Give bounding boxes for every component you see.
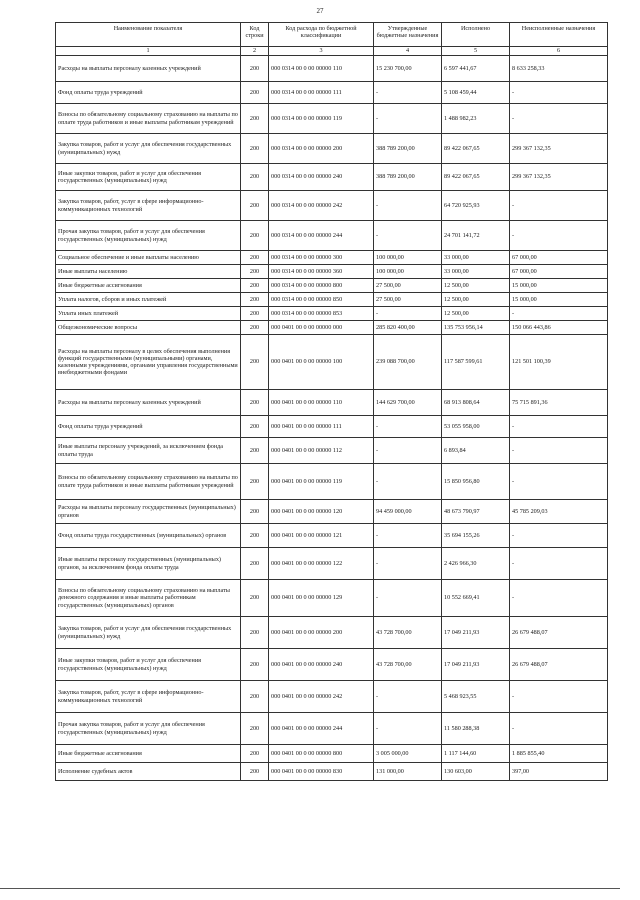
table-row: [56, 390, 608, 416]
table-row: [56, 763, 608, 781]
row-line-code: 200: [241, 279, 269, 293]
budget-execution-table: [55, 22, 608, 781]
row-approved: -: [374, 191, 442, 221]
table-row: [56, 745, 608, 763]
row-line-code: 200: [241, 548, 269, 580]
row-budget-code: 000 0314 00 0 00 00000 242: [269, 191, 374, 221]
row-unexecuted: 299 367 132,35: [510, 164, 608, 191]
row-name: Уплата налогов, сборов и иных платежей: [56, 293, 241, 307]
column-number: 1: [56, 47, 241, 56]
row-name: Иные закупки товаров, работ и услуг для обеспечения государственных (муниципальных) нужд: [56, 649, 241, 681]
row-approved: 239 088 700,00: [374, 335, 442, 390]
table-row: [56, 104, 608, 134]
row-name: Закупка товаров, работ и услуг для обеспечения государственных (муниципальных) нужд: [56, 617, 241, 649]
header-row: [56, 23, 608, 47]
table-row: [56, 681, 608, 713]
row-unexecuted: -: [510, 221, 608, 251]
row-approved: 3 005 000,00: [374, 745, 442, 763]
row-name: Социальное обеспечение и иные выплаты населению: [56, 251, 241, 265]
row-unexecuted: 26 679 488,07: [510, 617, 608, 649]
row-unexecuted: 26 679 488,07: [510, 649, 608, 681]
row-executed: 53 055 958,00: [442, 416, 510, 438]
row-executed: 6 893,84: [442, 438, 510, 464]
table-row: [56, 464, 608, 500]
row-executed: 11 580 288,38: [442, 713, 510, 745]
row-name: Иные закупки товаров, работ и услуг для обеспечения государственных (муниципальных) нужд: [56, 164, 241, 191]
header-unexecuted: Неисполненные назначения: [510, 23, 608, 47]
row-budget-code: 000 0314 00 0 00 00000 200: [269, 134, 374, 164]
row-line-code: 200: [241, 134, 269, 164]
row-approved: -: [374, 713, 442, 745]
row-name: Взносы по обязательному социальному страхованию на выплаты по оплате труда работников и иные выплаты работникам учреждений: [56, 464, 241, 500]
row-unexecuted: -: [510, 580, 608, 617]
row-line-code: 200: [241, 191, 269, 221]
row-line-code: 200: [241, 580, 269, 617]
row-executed: 2 426 966,30: [442, 548, 510, 580]
column-number: 5: [442, 47, 510, 56]
row-budget-code: 000 0401 00 0 00 00000 800: [269, 745, 374, 763]
row-budget-code: 000 0401 00 0 00 00000 112: [269, 438, 374, 464]
row-budget-code: 000 0401 00 0 00 00000 200: [269, 617, 374, 649]
row-approved: 100 000,00: [374, 251, 442, 265]
table-row: [56, 279, 608, 293]
row-line-code: 200: [241, 713, 269, 745]
row-name: Расходы на выплаты персоналу государственных (муниципальных) органов: [56, 500, 241, 524]
row-approved: 27 500,00: [374, 293, 442, 307]
row-unexecuted: -: [510, 191, 608, 221]
header-budget-code: Код расхода по бюджетной классификации: [269, 23, 374, 47]
row-executed: 33 000,00: [442, 251, 510, 265]
row-executed: 17 049 211,93: [442, 617, 510, 649]
row-unexecuted: 299 367 132,35: [510, 134, 608, 164]
row-name: Общеэкономические вопросы: [56, 321, 241, 335]
row-approved: 388 789 200,00: [374, 164, 442, 191]
row-budget-code: 000 0401 00 0 00 00000 244: [269, 713, 374, 745]
row-unexecuted: -: [510, 438, 608, 464]
row-budget-code: 000 0401 00 0 00 00000 242: [269, 681, 374, 713]
table-row: [56, 335, 608, 390]
row-line-code: 200: [241, 416, 269, 438]
row-unexecuted: -: [510, 681, 608, 713]
row-approved: -: [374, 221, 442, 251]
row-budget-code: 000 0401 00 0 00 00000 100: [269, 335, 374, 390]
row-name: Расходы на выплаты персоналу в целях обеспечения выполнения функций государственными (муниципальными) органами, казенными учреждениями, органами управления государственными внебюджетными фондами: [56, 335, 241, 390]
row-budget-code: 000 0401 00 0 00 00000 110: [269, 390, 374, 416]
row-name: Закупка товаров, работ и услуг для обеспечения государственных (муниципальных) нужд: [56, 134, 241, 164]
row-unexecuted: 75 715 891,36: [510, 390, 608, 416]
row-executed: 64 720 925,93: [442, 191, 510, 221]
row-unexecuted: 67 000,00: [510, 265, 608, 279]
row-name: Иные выплаты населению: [56, 265, 241, 279]
row-line-code: 200: [241, 763, 269, 781]
row-executed: 10 552 669,41: [442, 580, 510, 617]
row-executed: 48 673 790,97: [442, 500, 510, 524]
row-approved: -: [374, 82, 442, 104]
row-unexecuted: 67 000,00: [510, 251, 608, 265]
row-unexecuted: 1 885 855,40: [510, 745, 608, 763]
row-budget-code: 000 0401 00 0 00 00000 120: [269, 500, 374, 524]
row-name: Иные бюджетные ассигнования: [56, 279, 241, 293]
row-approved: -: [374, 416, 442, 438]
row-approved: 43 728 700,00: [374, 649, 442, 681]
page-number: 27: [316, 7, 324, 15]
row-unexecuted: -: [510, 104, 608, 134]
row-budget-code: 000 0401 00 0 00 00000 121: [269, 524, 374, 548]
row-approved: -: [374, 104, 442, 134]
row-approved: 43 728 700,00: [374, 617, 442, 649]
row-budget-code: 000 0314 00 0 00 00000 240: [269, 164, 374, 191]
row-approved: 27 500,00: [374, 279, 442, 293]
row-unexecuted: 150 066 443,86: [510, 321, 608, 335]
row-budget-code: 000 0401 00 0 00 00000 129: [269, 580, 374, 617]
table-row: [56, 164, 608, 191]
row-budget-code: 000 0314 00 0 00 00000 119: [269, 104, 374, 134]
table-row: [56, 713, 608, 745]
row-budget-code: 000 0401 00 0 00 00000 240: [269, 649, 374, 681]
header-approved: Утвержденные бюджетные назначения: [374, 23, 442, 47]
row-budget-code: 000 0401 00 0 00 00000 111: [269, 416, 374, 438]
row-approved: 131 000,00: [374, 763, 442, 781]
row-name: Закупка товаров, работ, услуг в сфере информационно-коммуникационных технологий: [56, 191, 241, 221]
row-approved: -: [374, 464, 442, 500]
table-row: [56, 191, 608, 221]
table-row: [56, 438, 608, 464]
row-budget-code: 000 0401 00 0 00 00000 830: [269, 763, 374, 781]
row-line-code: 200: [241, 464, 269, 500]
row-unexecuted: 397,00: [510, 763, 608, 781]
row-name: Прочая закупка товаров, работ и услуг для обеспечения государственных (муниципальных) нужд: [56, 221, 241, 251]
row-approved: 94 459 000,00: [374, 500, 442, 524]
bottom-rule: [0, 888, 620, 889]
column-number: 2: [241, 47, 269, 56]
row-approved: -: [374, 438, 442, 464]
row-line-code: 200: [241, 321, 269, 335]
table-row: [56, 265, 608, 279]
row-approved: 388 789 200,00: [374, 134, 442, 164]
row-unexecuted: -: [510, 548, 608, 580]
table-row: [56, 321, 608, 335]
row-budget-code: 000 0314 00 0 00 00000 300: [269, 251, 374, 265]
row-executed: 24 701 141,72: [442, 221, 510, 251]
table-row: [56, 134, 608, 164]
row-budget-code: 000 0314 00 0 00 00000 110: [269, 56, 374, 82]
table-row: [56, 293, 608, 307]
table-row: [56, 56, 608, 82]
row-executed: 12 500,00: [442, 279, 510, 293]
row-unexecuted: -: [510, 416, 608, 438]
row-unexecuted: -: [510, 82, 608, 104]
row-line-code: 200: [241, 649, 269, 681]
column-number-row: [56, 47, 608, 56]
row-name: Иные бюджетные ассигнования: [56, 745, 241, 763]
row-approved: 144 629 700,00: [374, 390, 442, 416]
row-name: Расходы на выплаты персоналу казенных учреждений: [56, 390, 241, 416]
row-budget-code: 000 0401 00 0 00 00000 119: [269, 464, 374, 500]
row-approved: -: [374, 580, 442, 617]
row-executed: 135 753 956,14: [442, 321, 510, 335]
row-name: Исполнение судебных актов: [56, 763, 241, 781]
row-name: Уплата иных платежей: [56, 307, 241, 321]
row-approved: -: [374, 548, 442, 580]
row-executed: 89 422 067,65: [442, 164, 510, 191]
row-budget-code: 000 0314 00 0 00 00000 111: [269, 82, 374, 104]
table-row: [56, 307, 608, 321]
row-approved: -: [374, 524, 442, 548]
row-budget-code: 000 0401 00 0 00 00000 000: [269, 321, 374, 335]
table-row: [56, 82, 608, 104]
row-executed: 89 422 067,65: [442, 134, 510, 164]
row-line-code: 200: [241, 164, 269, 191]
row-executed: 5 108 459,44: [442, 82, 510, 104]
row-name: Расходы на выплаты персоналу казенных учреждений: [56, 56, 241, 82]
row-name: Иные выплаты персоналу государственных (муниципальных) органов, за исключением фонда оплаты труда: [56, 548, 241, 580]
row-executed: 6 597 441,67: [442, 56, 510, 82]
row-unexecuted: -: [510, 524, 608, 548]
row-name: Прочая закупка товаров, работ и услуг для обеспечения государственных (муниципальных) нужд: [56, 713, 241, 745]
table-row: [56, 524, 608, 548]
table-body: [56, 56, 608, 781]
row-approved: 15 230 700,00: [374, 56, 442, 82]
row-unexecuted: 8 633 258,33: [510, 56, 608, 82]
row-approved: 100 000,00: [374, 265, 442, 279]
table-row: [56, 649, 608, 681]
row-unexecuted: 121 501 100,39: [510, 335, 608, 390]
row-name: Иные выплаты персоналу учреждений, за исключением фонда оплаты труда: [56, 438, 241, 464]
table-row: [56, 580, 608, 617]
row-line-code: 200: [241, 617, 269, 649]
row-executed: 12 500,00: [442, 307, 510, 321]
header-executed: Исполнено: [442, 23, 510, 47]
row-unexecuted: -: [510, 464, 608, 500]
row-name: Фонд оплаты труда учреждений: [56, 82, 241, 104]
row-executed: 1 488 982,23: [442, 104, 510, 134]
row-executed: 35 694 155,26: [442, 524, 510, 548]
row-line-code: 200: [241, 221, 269, 251]
row-unexecuted: 45 785 209,03: [510, 500, 608, 524]
row-line-code: 200: [241, 500, 269, 524]
column-number: 4: [374, 47, 442, 56]
row-line-code: 200: [241, 104, 269, 134]
row-unexecuted: -: [510, 307, 608, 321]
row-executed: 12 500,00: [442, 293, 510, 307]
table-row: [56, 251, 608, 265]
row-line-code: 200: [241, 438, 269, 464]
row-name: Фонд оплаты труда учреждений: [56, 416, 241, 438]
row-approved: -: [374, 307, 442, 321]
row-budget-code: 000 0314 00 0 00 00000 244: [269, 221, 374, 251]
row-line-code: 200: [241, 293, 269, 307]
row-name: Фонд оплаты труда государственных (муниципальных) органов: [56, 524, 241, 548]
row-line-code: 200: [241, 56, 269, 82]
row-line-code: 200: [241, 265, 269, 279]
row-executed: 15 850 956,80: [442, 464, 510, 500]
table-row: [56, 617, 608, 649]
row-executed: 5 468 923,55: [442, 681, 510, 713]
row-approved: 285 820 400,00: [374, 321, 442, 335]
row-budget-code: 000 0314 00 0 00 00000 800: [269, 279, 374, 293]
row-line-code: 200: [241, 745, 269, 763]
row-executed: 130 603,00: [442, 763, 510, 781]
row-unexecuted: -: [510, 713, 608, 745]
row-name: Взносы по обязательному социальному страхованию на выплаты денежного содержания и иные выплаты работникам государственных (муниципальных) органов: [56, 580, 241, 617]
table-row: [56, 548, 608, 580]
row-budget-code: 000 0314 00 0 00 00000 853: [269, 307, 374, 321]
row-unexecuted: 15 000,00: [510, 293, 608, 307]
column-number: 6: [510, 47, 608, 56]
row-name: Взносы по обязательному социальному страхованию на выплаты по оплате труда работников и иные выплаты работникам учреждений: [56, 104, 241, 134]
row-line-code: 200: [241, 524, 269, 548]
table-row: [56, 416, 608, 438]
row-line-code: 200: [241, 307, 269, 321]
header-line-code: Код строки: [241, 23, 269, 47]
row-executed: 68 913 808,64: [442, 390, 510, 416]
column-number: 3: [269, 47, 374, 56]
row-budget-code: 000 0314 00 0 00 00000 360: [269, 265, 374, 279]
row-line-code: 200: [241, 390, 269, 416]
row-line-code: 200: [241, 251, 269, 265]
row-line-code: 200: [241, 335, 269, 390]
row-executed: 1 117 144,60: [442, 745, 510, 763]
table-row: [56, 221, 608, 251]
row-name: Закупка товаров, работ, услуг в сфере информационно-коммуникационных технологий: [56, 681, 241, 713]
row-budget-code: 000 0314 00 0 00 00000 850: [269, 293, 374, 307]
table-row: [56, 500, 608, 524]
row-line-code: 200: [241, 681, 269, 713]
row-executed: 33 000,00: [442, 265, 510, 279]
row-executed: 117 587 599,61: [442, 335, 510, 390]
row-budget-code: 000 0401 00 0 00 00000 122: [269, 548, 374, 580]
row-unexecuted: 15 000,00: [510, 279, 608, 293]
header-indicator-name: Наименование показателя: [56, 23, 241, 47]
row-line-code: 200: [241, 82, 269, 104]
row-executed: 17 049 211,93: [442, 649, 510, 681]
row-approved: -: [374, 681, 442, 713]
